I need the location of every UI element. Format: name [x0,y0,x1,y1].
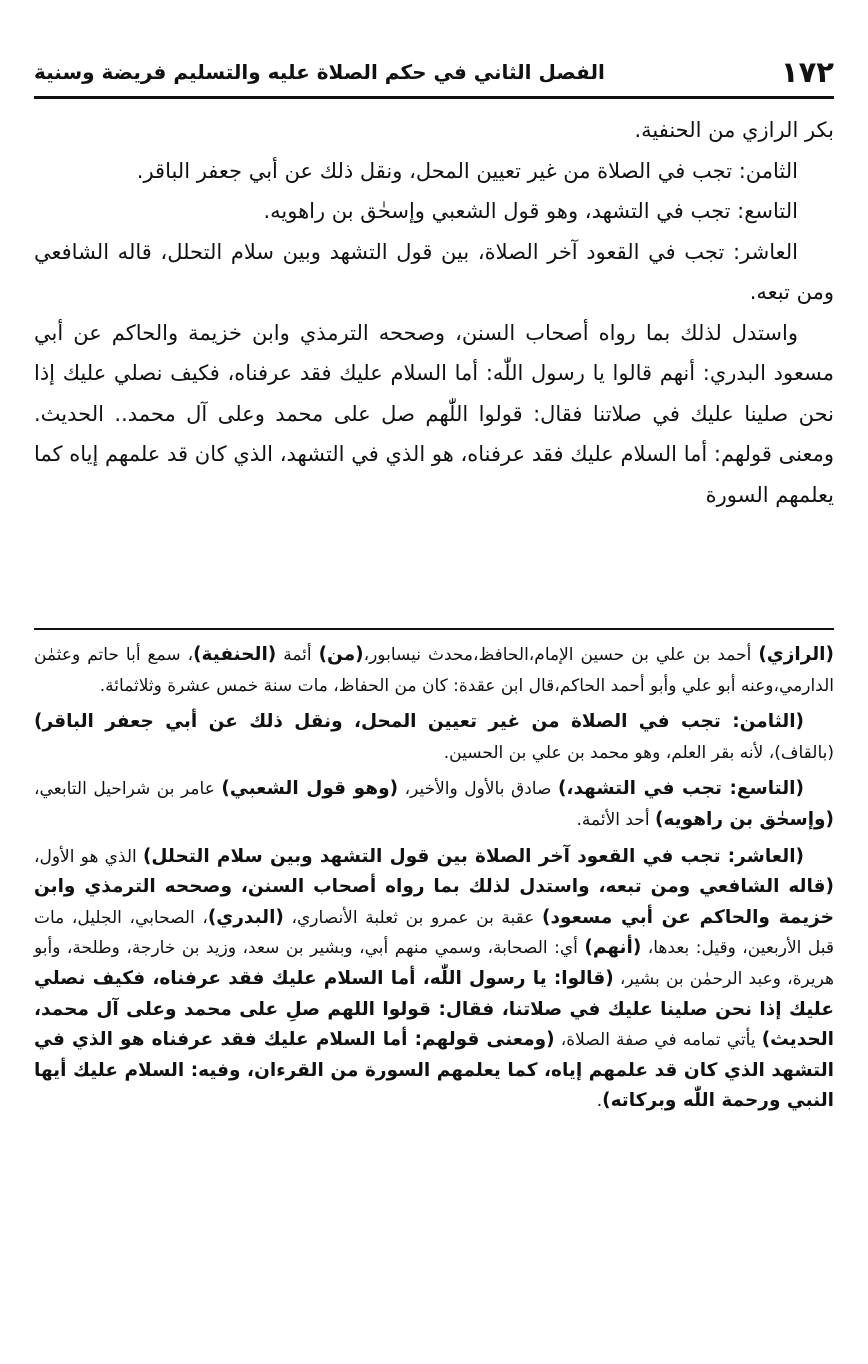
quoted-phrase: (أنهم) [584,937,642,959]
quoted-phrase: (الحنفية) [193,644,277,665]
commentary-text: الذي هو الأول، [34,846,143,867]
quoted-phrase: (التاسع: تجب في التشهد،) [557,778,804,800]
book-page [34,0,834,1364]
commentary-paragraph [34,774,834,835]
commentary-text: أحد الأئمة. [576,809,655,830]
quoted-phrase: (من) [318,644,364,665]
commentary-text: أحمد بن علي بن حسين الإمام،الحافظ،محدث نيسابور، [363,645,759,665]
quoted-phrase: (البدري) [207,906,284,928]
commentary [34,640,834,1123]
main-paragraph: العاشر: تجب في القعود آخر الصلاة، بين قول التشهد وبين سلام التحلل، قاله الشافعي ومن تبعه. [34,239,834,304]
commentary-text: ، الصحابي، الجليل، مات قبل الأربعين، وقيل: بعدها، [34,907,835,959]
quoted-phrase: (العاشر: تجب في القعود آخر الصلاة بين قول التشهد وبين سلام التحلل) [142,845,804,867]
page-header [34,52,834,92]
commentary-text: صادق بالأول والأخير، [398,779,558,800]
commentary-paragraph [34,707,834,768]
quoted-phrase: (وهو قول الشعبي) [221,778,399,800]
commentary-text: عامر بن شراحيل التابعي، [34,779,222,800]
quoted-phrase: (الثامن: تجب في الصلاة من غير تعيين المحل، ونقل ذلك عن أبي جعفر الباقر) [34,711,804,733]
quoted-phrase: (قاله الشافعي ومن تبعه، واستدل لذلك بما رواه أصحاب السنن، وصححه الترمذي وابن خزيمة والحاكم عن أبي مسعود) [34,876,834,928]
main-paragraph: واستدل لذلك بما رواه أصحاب السنن، وصححه الترمذي وابن خزيمة والحاكم عن أبي مسعود البدري: أنهم قالوا يا رسول اللّٰه: أما السلام عليك فقد عرفناه، فكيف نصلي عليك إذا نحن صلينا عليك في صلاتنا فقال: قولوا اللّٰهم صل على محمد وعلى آل محمد.. الحديث. ومعنى قولهم: أما السلام عليك فقد عرفناه، هو الذي في التشهد، الذي كان قد علمهم إياه كما يعلمهم السورة [34,320,834,507]
quoted-phrase: (قالوا: يا رسول اللّٰه، أما السلام عليك فقد عرفناه، فكيف نصلي عليك إذا نحن صلينا عليك في صلاتنا، فقال: قولوا اللهم صلِ على محمد وعلى آل محمد، الحديث) [34,967,834,1051]
main-paragraph: بكر الرازي من الحنفية. [634,118,834,142]
main-paragraph: الثامن: تجب في الصلاة من غير تعيين المحل، ونقل ذلك عن أبي جعفر الباقر. [136,158,798,183]
commentary-paragraph [34,640,834,701]
commentary-text: ، سمع أبا حاتم وعثمٰن الدارمي،وعنه أبو علي وأبو أحمد الحاكم،قال ابن عقدة: كان من الحفاظ، مات سنة خمس عشرة وثلاثمائة. [34,645,834,696]
quoted-phrase: (وإسحٰق بن راهويه) [654,808,834,830]
commentary-text: يأتي تمامه في صفة الصلاة، [554,1030,762,1051]
main-paragraph: التاسع: تجب في التشهد، وهو قول الشعبي وإسحٰق بن راهويه. [263,199,798,223]
commentary-text: . [596,1091,603,1112]
commentary-text: عقبة بن عمرو بن ثعلبة الأنصاري، [283,907,543,928]
quoted-phrase: (ومعنى قولهم: أما السلام عليك فقد عرفناه هو الذي في التشهد الذي كان قد علمهم إياه، كما يعلمهم السورة من القرءان، وفيه: السلام عليك أيها النبي ورحمة اللّٰه وبركاته) [34,1029,834,1112]
commentary-paragraph [34,842,834,1117]
main-text [34,110,834,515]
header-rule [34,96,834,99]
commentary-text: (بالقاف)، لأنه بقر العلم، وهو محمد بن علي بن الحسين. [443,742,834,763]
running-head: الفصل الثاني في حكم الصلاة عليه والتسليم فريضة وسنية [34,60,605,84]
quoted-phrase: (الرازي) [758,644,834,665]
commentary-text: أئمة [276,645,319,665]
commentary-separator-rule [34,628,834,630]
page-number: ١٧٢ [780,55,834,89]
commentary-text: أي: الصحابة، وسمي منهم أبي، وبشير بن سعد، وزيد بن خارجة، وطلحة، وأبو هريرة، وعبد الرحمٰن بن بشير، [34,938,834,989]
